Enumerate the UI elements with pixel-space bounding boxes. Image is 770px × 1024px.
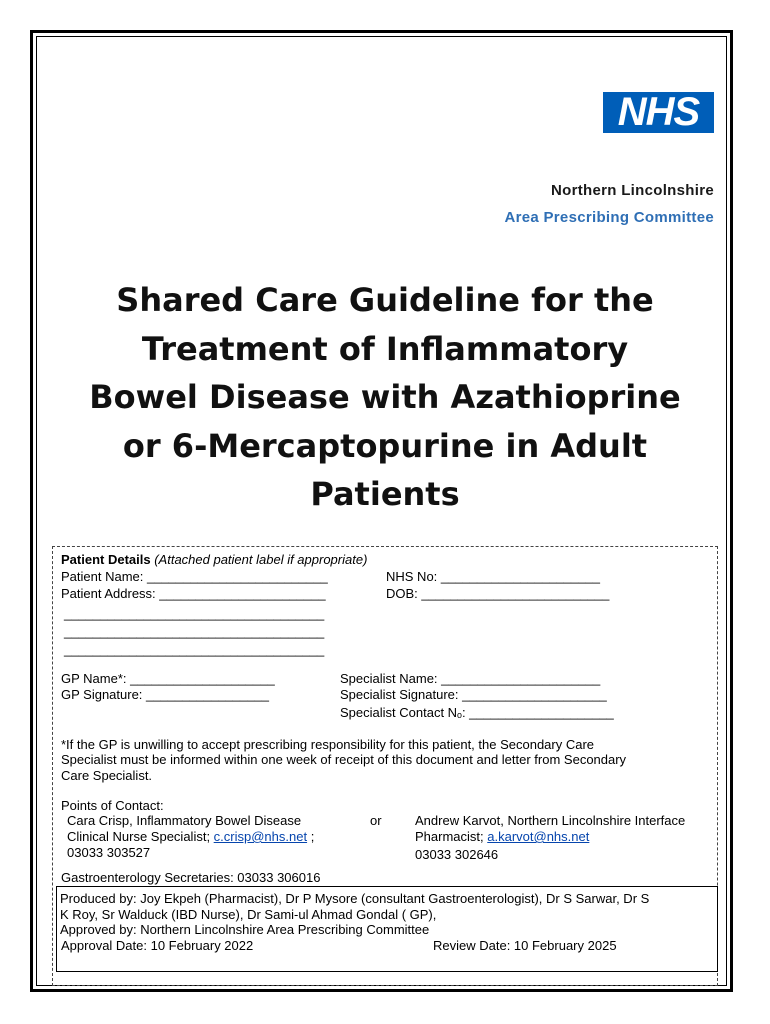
gp-note-line: Specialist must be informed within one week of receipt of this document and letter from Secondary: [61, 752, 627, 767]
email-link-karvot[interactable]: a.karvot@nhs.net: [487, 829, 590, 844]
title-line: Treatment of Inflammatory: [141, 329, 629, 368]
secretaries-contact: Gastroenterology Secretaries: 03033 306016: [61, 870, 321, 885]
specialist-name-field[interactable]: Specialist Name: ______________________: [340, 671, 601, 686]
patient-details-heading: [61, 552, 367, 568]
committee-name: Area Prescribing Committee: [504, 209, 714, 226]
contact-left-sep: ;: [307, 829, 315, 844]
produced-by-line: K Roy, Sr Walduck (IBD Nurse), Dr Sami-ul Ahmad Gondal ( GP),: [60, 906, 437, 922]
email-link-crisp[interactable]: c.crisp@nhs.net: [213, 829, 308, 844]
gp-note-line: Care Specialist.: [61, 768, 153, 783]
dob-field[interactable]: DOB: __________________________: [386, 586, 610, 601]
produced-text: [60, 891, 712, 954]
title-line: Shared Care Guideline for the: [116, 281, 654, 319]
patient-name-field[interactable]: Patient Name: _________________________: [61, 569, 328, 584]
title-line: Bowel Disease with Azathioprine: [89, 378, 681, 416]
title-line: or 6-Mercaptopurine in Adult: [122, 426, 648, 465]
contact-right-line1: Andrew Karvot, Northern Lincolnshire Interface: [415, 813, 686, 828]
contact-left-phone: 03033 303527: [67, 845, 151, 860]
nhs-number-field[interactable]: NHS No: ______________________: [386, 569, 600, 584]
patient-details-title: Patient Details: [61, 552, 151, 567]
review-date: Review Date: 10 February 2025: [433, 937, 617, 953]
contact-left-line1: Cara Crisp, Inflammatory Bowel Disease: [67, 813, 302, 828]
contact-left-line2: [67, 829, 314, 845]
contact-or: or: [370, 813, 382, 828]
patient-details-note: (Attached patient label if appropriate): [154, 552, 368, 567]
approved-by-line: Approved by: Northern Lincolnshire Area Prescribing Committee: [60, 922, 430, 937]
address-line[interactable]: ____________________________________: [64, 624, 325, 639]
address-line[interactable]: ____________________________________: [64, 606, 325, 621]
gp-name-field[interactable]: GP Name*: ____________________: [61, 671, 275, 686]
org-name: Northern Lincolnshire: [551, 182, 714, 199]
gp-signature-field[interactable]: GP Signature: _________________: [61, 687, 269, 702]
contacts-heading: Points of Contact:: [61, 798, 164, 813]
dates-row: [60, 938, 712, 954]
nhs-logo: NHS: [603, 92, 714, 133]
approval-date: Approval Date: 10 February 2022: [61, 937, 254, 953]
contact-left-role: Clinical Nurse Specialist;: [67, 829, 214, 844]
contact-right-phone: 03033 302646: [415, 847, 499, 862]
gp-note-line: *If the GP is unwilling to accept prescribing responsibility for this patient, the Secondary Care: [61, 737, 595, 752]
contact-right-line2: [415, 829, 589, 845]
contact-right-role: Pharmacist;: [415, 829, 488, 844]
patient-address-field[interactable]: Patient Address: _______________________: [61, 586, 326, 601]
specialist-signature-field[interactable]: Specialist Signature: ____________________: [340, 687, 607, 702]
specialist-contact-field[interactable]: Specialist Contact Nₒ: ____________________: [340, 705, 614, 720]
document-title: [60, 276, 710, 519]
produced-by-line: Produced by: Joy Ekpeh (Pharmacist), Dr P Mysore (consultant Gastroenterologist), Dr S Sarwar, Dr S: [60, 891, 650, 906]
address-line[interactable]: ____________________________________: [64, 642, 325, 657]
title-line: Patients: [310, 475, 460, 513]
